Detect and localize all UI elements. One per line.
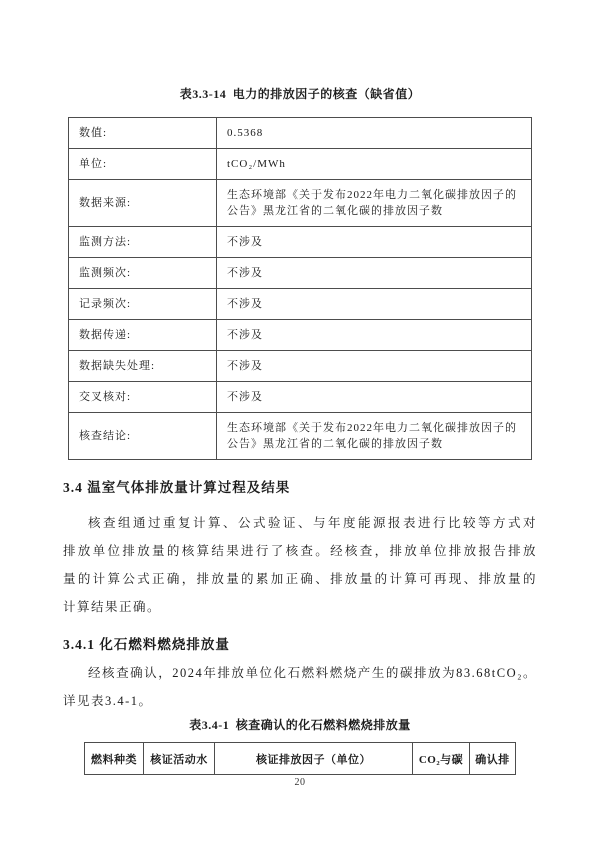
- table-row: [69, 351, 532, 382]
- page-content: [63, 86, 537, 775]
- row-label: 交叉核对:: [69, 382, 217, 413]
- section-3-4-paragraph: [63, 509, 537, 621]
- row-value: 不涉及: [217, 227, 532, 258]
- column-header-verified-emission-factor: 核证排放因子（单位）: [215, 743, 413, 775]
- section-3-4-heading: 3.4 温室气体排放量计算过程及结果: [63, 480, 291, 495]
- row-value: 不涉及: [217, 320, 532, 351]
- column-header-co2-carbon: CO₂与碳: [413, 743, 470, 775]
- table-row: [69, 227, 532, 258]
- column-header-confirmed-emission: 确认排: [470, 743, 516, 775]
- table-row: [69, 180, 532, 227]
- row-label: 数据缺失处理:: [69, 351, 217, 382]
- paragraph-line: 核查组通过重复计算、公式验证、与年度能源报表进行比较等方式对: [88, 516, 537, 530]
- electricity-emission-factor-table: [68, 117, 532, 460]
- row-label: 数值:: [69, 118, 217, 149]
- paragraph-line: 经核查确认，2024年排放单位化石燃料燃烧产生的碳排放为83.68tCO₂。: [88, 666, 537, 680]
- row-value: 生态环境部《关于发布2022年电力二氧化碳排放因子的公告》黑龙江省的二氧化碳的排放因子数: [217, 413, 532, 460]
- row-label: 监测方法:: [69, 227, 217, 258]
- row-label: 单位:: [69, 149, 217, 180]
- paragraph-line: 量的计算公式正确，排放量的累加正确、排放量的计算可再现、排放量的: [63, 572, 537, 586]
- paragraph-line: 详见表3.4-1。: [63, 694, 153, 708]
- row-label: 记录频次:: [69, 289, 217, 320]
- table-header-row: [85, 743, 516, 775]
- page-number: 20: [294, 777, 306, 788]
- row-label: 数据来源:: [69, 180, 217, 227]
- table-3-4-1-caption: 表3.4-1 核查确认的化石燃料燃烧排放量: [189, 718, 411, 732]
- row-value: 不涉及: [217, 351, 532, 382]
- row-value: 生态环境部《关于发布2022年电力二氧化碳排放因子的公告》黑龙江省的二氧化碳的排放因子数: [217, 180, 532, 227]
- table-row: [69, 320, 532, 351]
- row-label: 监测频次:: [69, 258, 217, 289]
- paragraph-line: 排放单位排放量的核算结果进行了核查。经核查，排放单位排放报告排放: [63, 544, 537, 558]
- row-value: 不涉及: [217, 258, 532, 289]
- table-row: [69, 289, 532, 320]
- table-row: [69, 258, 532, 289]
- row-value: 不涉及: [217, 382, 532, 413]
- row-value: 不涉及: [217, 289, 532, 320]
- row-label: 核查结论:: [69, 413, 217, 460]
- fuel-combustion-emissions-table: [84, 742, 516, 775]
- table-3-3-14-caption: 表3.3-14 电力的排放因子的核查（缺省值）: [179, 87, 421, 101]
- column-header-fuel-type: 燃料种类: [85, 743, 144, 775]
- column-header-verified-activity: 核证活动水: [144, 743, 215, 775]
- row-label: 数据传递:: [69, 320, 217, 351]
- paragraph-line: 计算结果正确。: [63, 600, 162, 614]
- section-3-4-1-paragraph: [63, 659, 537, 715]
- section-3-4-1-heading: 3.4.1 化石燃料燃烧排放量: [63, 637, 230, 652]
- row-value: tCO₂/MWh: [217, 149, 532, 180]
- row-value: 0.5368: [217, 118, 532, 149]
- table-row: [69, 149, 532, 180]
- table-row: [69, 413, 532, 460]
- table-row: [69, 382, 532, 413]
- table-row: [69, 118, 532, 149]
